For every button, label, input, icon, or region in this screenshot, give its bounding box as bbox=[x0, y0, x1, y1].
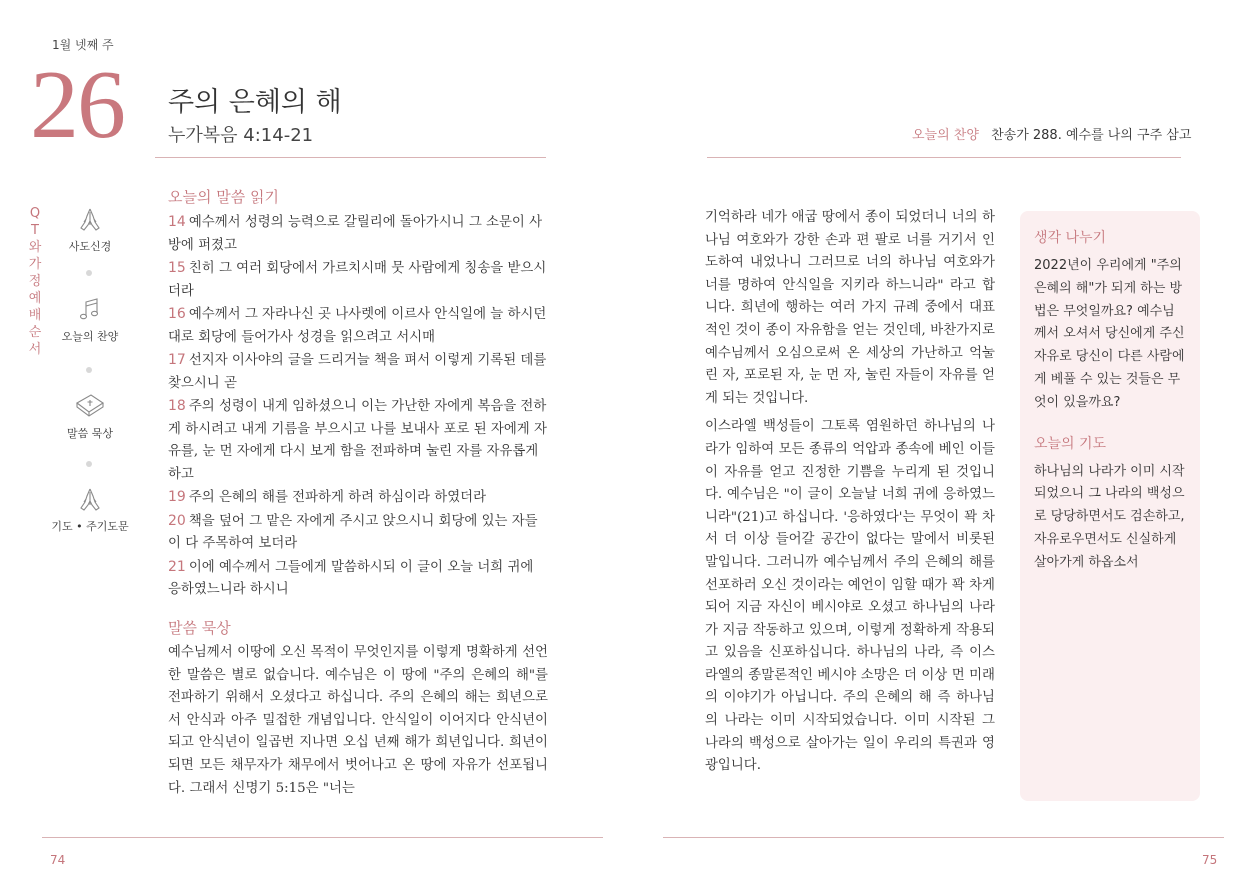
sidebar-item-label: 사도신경 bbox=[68, 240, 112, 253]
verse-text: 책을 덮어 그 맡은 자에게 주시고 앉으시니 회당에 있는 자들이 다 주목하여 보더라 bbox=[168, 513, 538, 551]
prayer-title: 오늘의 기도 bbox=[1034, 435, 1107, 452]
sidebar-item-meditation bbox=[50, 391, 130, 441]
meditation-text-left bbox=[168, 642, 548, 800]
sidebar-item-prayer bbox=[50, 486, 130, 534]
verse-number: 20 bbox=[168, 512, 186, 529]
title-divider bbox=[155, 157, 546, 158]
verse-number: 21 bbox=[168, 558, 186, 575]
scripture-reference: 누가복음 4:14-21 bbox=[168, 125, 314, 146]
meditation-title: 말씀 묵상 bbox=[168, 619, 231, 637]
verse-text: 예수께서 성령의 능력으로 갈릴리에 돌아가시니 그 소문이 사방에 퍼졌고 bbox=[168, 215, 543, 253]
verse-number: 14 bbox=[168, 214, 186, 230]
verse-number: 19 bbox=[168, 489, 186, 505]
sidebar-item-creed bbox=[50, 206, 130, 254]
sidebar-dot bbox=[86, 270, 92, 276]
sidebar-item-label: 오늘의 찬양 bbox=[61, 330, 119, 343]
verse-text: 이에 예수께서 그들에게 말씀하시되 이 글이 오늘 너희 귀에 응하였느니라 하시니 bbox=[168, 559, 534, 597]
sidebar-dot bbox=[86, 461, 92, 467]
verse-text: 주의 성령이 내게 임하셨으니 이는 가난한 자에게 복음을 전하게 하시려고 내게 기름을 부으시고 나를 보내사 포로 된 자에게 자유를, 눈 먼 자에게 다시 보게 함을 전파하며 눌린 자를 자유롭게 하고 bbox=[168, 399, 547, 482]
verse-number: 15 bbox=[168, 260, 186, 276]
verse-number: 18 bbox=[168, 398, 186, 414]
meditation-paragraph: 이스라엘 백성들이 그토록 염원하던 하나님의 나라가 임하여 모든 종류의 억압과 종속에 베인 이들이 자유를 얻고 진정한 기쁨을 누리게 된 것입니다. 예수님은 "이 글이 오늘날 너희 귀에 응하였느니라"(21)고 하십니다. '응하였다'는 무엇이 꽉 차서 더 이상 들어갈 공간이 없다는 말에서 비롯된 말입니다. 그러니까 예수님께서 주의 은혜의 해를 선포하러 오신 것이라는 예언이 임할 때가 꽉 차게 되어 지금 자신이 베시야로 오셨고 하나님의 나라가 지금 작동하고 있으며, 이렇게 정확하게 작용되고 있음을 신포하십니다. 하나님의 나라, 즉 이스라엘의 종말론적인 베시야 소망은 더 이상 먼 미래의 이야기가 아닙니다. 주의 은혜의 해 즉 하나님의 나라는 이미 시작되었습니다. 이미 시작된 그 나라의 백성으로 살아가는 일이 우리의 특권과 영광입니다. bbox=[705, 419, 995, 774]
meditation-paragraph: 기억하라 네가 애굽 땅에서 종이 되었더니 너의 하나님 여호와가 강한 손과 편 팔로 너를 거기서 인도하여 내었나니 그러므로 너의 하나님 여호와가 너를 명하여 안식일을 지키라 하느니라" 라고 합니다. 희년에 행하는 여러 가지 규례 중에서 대표적인 것이 종이 자유함을 얻는 것인데, 바찬가지로 예수님께서 오심으로써 온 세상의 가난하고 억눌린 자, 포로된 자, 눈 먼 자, 눌린 자들이 자유를 얻게 되는 것입니다. bbox=[705, 210, 995, 406]
verse bbox=[168, 349, 548, 395]
day-number: 26 bbox=[30, 51, 124, 159]
verse-text: 주의 은혜의 해를 전파하게 하려 하심이라 하였더라 bbox=[188, 490, 487, 505]
hymn-label: 오늘의 찬양 bbox=[912, 128, 979, 143]
music-note-icon bbox=[50, 296, 130, 324]
verse bbox=[168, 303, 548, 349]
bible-icon bbox=[50, 391, 130, 421]
footer-divider-right bbox=[663, 837, 1224, 838]
verse bbox=[168, 257, 548, 303]
verse bbox=[168, 556, 548, 602]
footer-divider-left bbox=[42, 837, 603, 838]
hymn-line bbox=[912, 124, 1191, 143]
verse-list bbox=[168, 211, 548, 602]
verse-number: 17 bbox=[168, 352, 186, 368]
verse bbox=[168, 510, 548, 556]
prayer-text: 하나님의 나라가 이미 시작되었으니 그 나라의 백성으로 당당하면서도 검손하고, 자유로우면서도 신실하게 살아가게 하옵소서 bbox=[1034, 463, 1185, 570]
verse-text: 친히 그 여러 회당에서 가르치시매 뭇 사람에게 칭송을 받으시더라 bbox=[168, 261, 547, 299]
page-number-right: 75 bbox=[1202, 853, 1218, 867]
page-title: 주의 은혜의 해 bbox=[168, 87, 342, 118]
verse-text: 선지자 이사야의 글을 드리거늘 책을 펴서 이렇게 기록된 데를 찾으시니 곧 bbox=[168, 353, 547, 391]
praying-hands-icon bbox=[50, 486, 130, 514]
hymn-divider bbox=[707, 157, 1181, 158]
page-number-left: 74 bbox=[50, 853, 66, 867]
reading-title: 오늘의 말씀 읽기 bbox=[168, 188, 279, 206]
sidebar-item-hymn bbox=[50, 296, 130, 344]
verse bbox=[168, 395, 548, 486]
week-label: 1월 넷째 주 bbox=[52, 38, 114, 52]
verse bbox=[168, 486, 548, 510]
verse-text: 예수께서 그 자라나신 곳 나사렛에 이르사 안식일에 늘 하시던 대로 회당에 들어가사 성경을 읽으려고 서시매 bbox=[168, 307, 547, 345]
sidebar-dot bbox=[86, 367, 92, 373]
sharing-prayer-box bbox=[1020, 211, 1200, 801]
meditation-text-right bbox=[705, 207, 995, 802]
verse-number: 16 bbox=[168, 306, 186, 322]
verse bbox=[168, 211, 548, 257]
sidebar-item-label: 말씀 묵상 bbox=[66, 427, 113, 440]
sharing-title: 생각 나누기 bbox=[1034, 230, 1107, 246]
sharing-text: 2022년이 우리에게 "주의 은혜의 해"가 되게 하는 방법은 무엇일까요? 예수님께서 오셔서 당신에게 주신 자유로 당신이 다른 사람에게 베풀 수 있는 것들은 무엇이 있을까요? bbox=[1034, 258, 1185, 410]
meditation-paragraph: 예수님께서 이땅에 오신 목적이 무엇인지를 이렇게 명확하게 선언한 말씀은 별로 없습니다. 예수님은 이 땅에 "주의 은혜의 해"를 전파하기 위해서 오셨다고 하십니다. 주의 은혜의 해는 희년으로서 안식과 아주 밀접한 개념입니다. 안식일이 이어지다 안식년이 되고 안식년이 일곱번 지나면 오십 년째 해가 희년입니다. 희년이 되면 모든 채무자가 채무에서 벗어나고 온 땅에 자유가 선포됩니다. 그래서 신명기 5:15은 "너는 bbox=[168, 645, 548, 796]
order-vertical-label: QT와 가정예배 순서 bbox=[28, 206, 42, 357]
hymn-value: 찬송가 288. 예수를 나의 구주 삼고 bbox=[991, 128, 1192, 143]
praying-hands-icon bbox=[50, 206, 130, 234]
sidebar-item-label: 기도 • 주기도문 bbox=[51, 520, 129, 533]
